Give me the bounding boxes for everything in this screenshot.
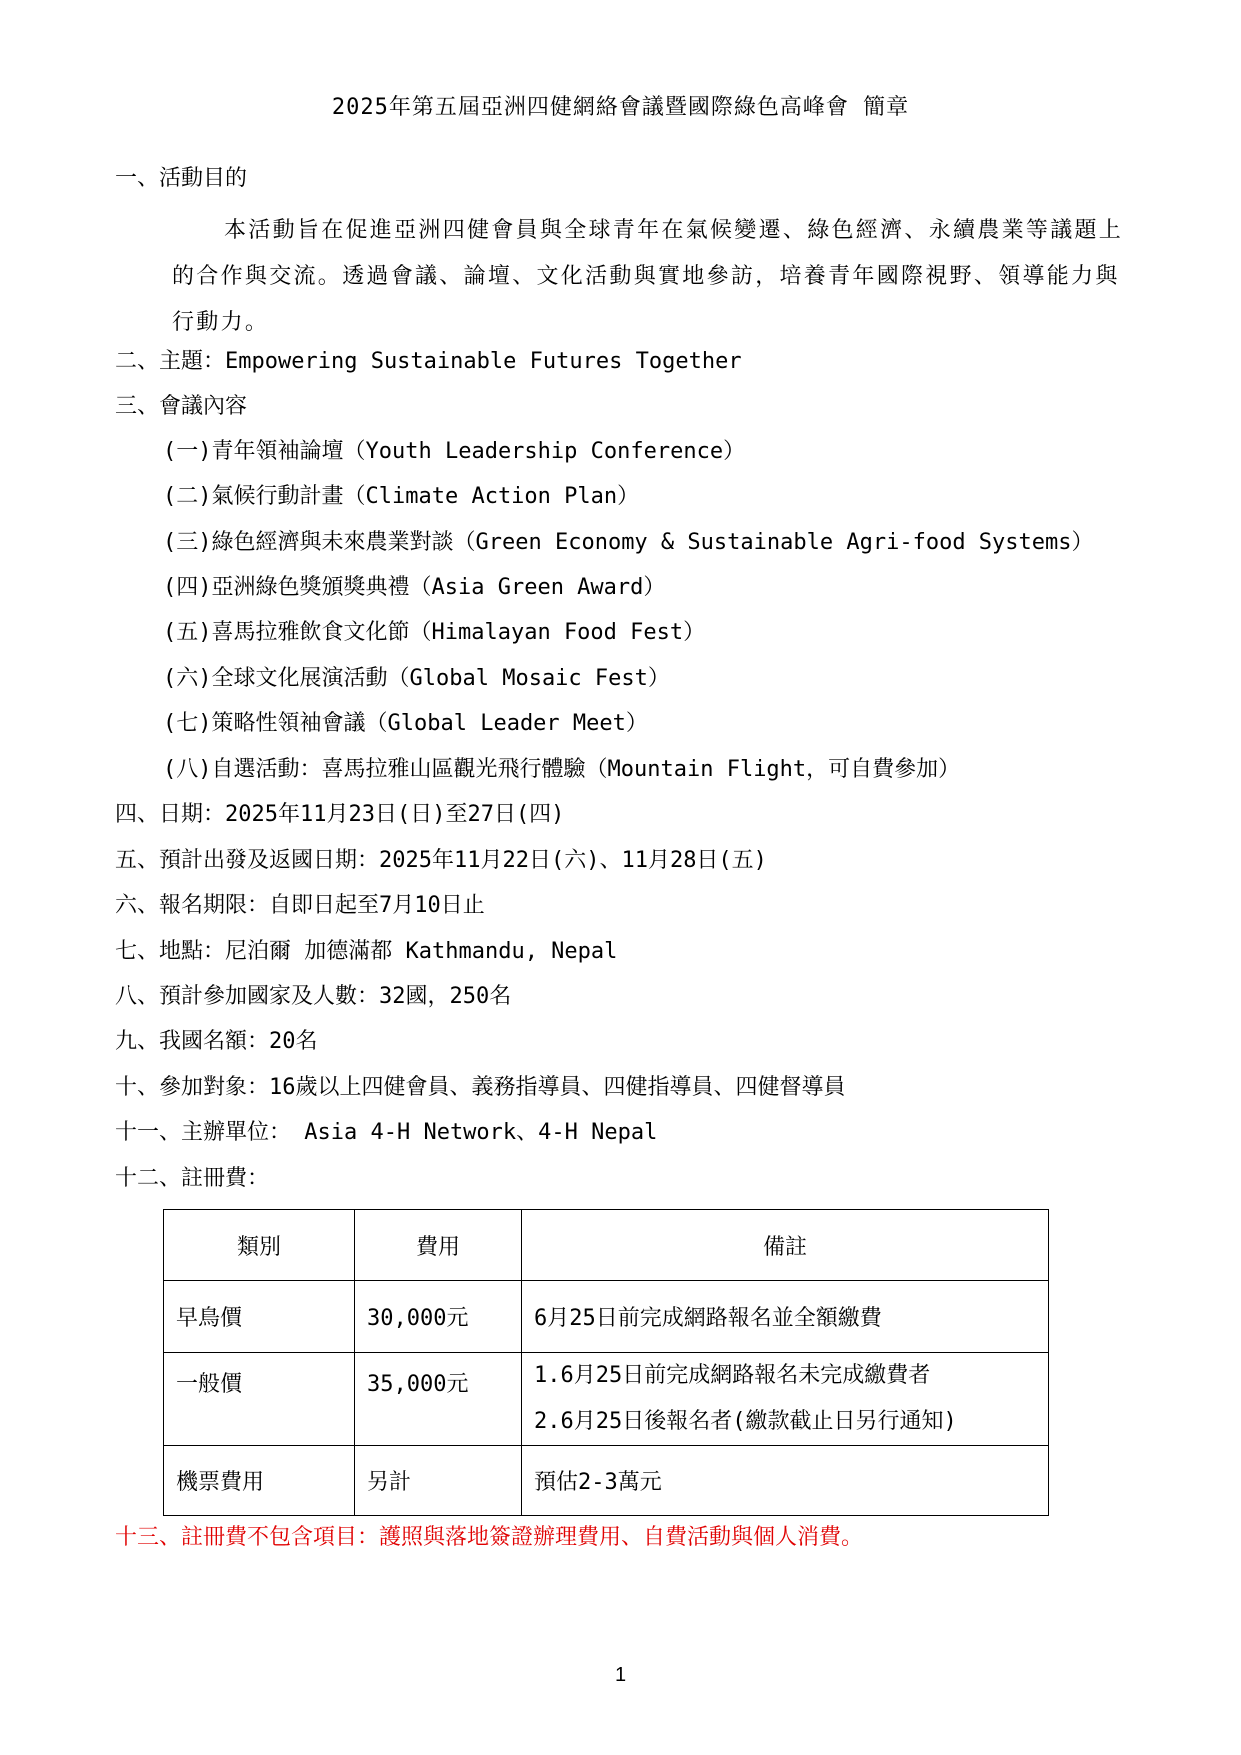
table-row: [164, 1281, 1049, 1353]
header-category: 類別: [164, 1210, 355, 1281]
section-8-participants: 八、預計參加國家及人數：32國，250名: [115, 984, 512, 1009]
fee-type: 機票費用: [164, 1446, 355, 1516]
fee-notes: 6月25日前完成網路報名並全額繳費: [522, 1281, 1049, 1353]
fee-note-line: 1.6月25日前完成網路報名未完成繳費者: [534, 1363, 931, 1388]
section-5-travel-dates: 五、預計出發及返國日期：2025年11月22日(六)、11月28日(五): [115, 848, 767, 873]
fee-notes: [522, 1353, 1049, 1446]
document-title: 2025年第五屆亞洲四健網絡會議暨國際綠色高峰會 簡章: [331, 95, 910, 120]
agenda-item: (二)氣候行動計畫（Climate Action Plan）: [163, 484, 640, 509]
table-header-row: [164, 1210, 1049, 1281]
section-11-organizers: 十一、主辦單位： Asia 4-H Network、4-H Nepal: [115, 1120, 658, 1145]
fee-type: 早鳥價: [164, 1281, 355, 1353]
section-10-eligibility: 十、參加對象：16歲以上四健會員、義務指導員、四健指導員、四健督導員: [115, 1075, 846, 1100]
section-1-heading: 一、活動目的: [115, 166, 248, 191]
agenda-item: (四)亞洲綠色獎頒獎典禮（Asia Green Award）: [163, 575, 666, 600]
fee-notes: 預估2-3萬元: [522, 1446, 1049, 1516]
agenda-item: (七)策略性領袖會議（Global Leader Meet）: [163, 711, 648, 736]
fee-amount: 35,000元: [355, 1353, 522, 1446]
section-3-heading: 三、會議內容: [115, 394, 248, 419]
section-1-body: 本活動旨在促進亞洲四健會員與全球青年在氣候變遷、綠色經濟、永續農業等議題上的合作與交流。透過會議、論壇、文化活動與實地參訪，培養青年國際視野、領導能力與行動力。: [172, 218, 1124, 335]
agenda-item: (八)自選活動：喜馬拉雅山區觀光飛行體驗（Mountain Flight，可自費參加）: [163, 757, 961, 782]
section-6-deadline: 六、報名期限：自即日起至7月10日止: [115, 893, 485, 918]
registration-fee-table: [163, 1209, 1049, 1516]
section-2-theme: 二、主題：Empowering Sustainable Futures Together: [115, 349, 742, 374]
agenda-item: (三)綠色經濟與未來農業對談（Green Economy & Sustainable Agri-food Systems）: [163, 530, 1094, 555]
fee-type: 一般價: [164, 1353, 355, 1446]
agenda-item: (六)全球文化展演活動（Global Mosaic Fest）: [163, 666, 670, 691]
header-notes: 備註: [522, 1210, 1049, 1281]
table-row: [164, 1353, 1049, 1446]
section-4-dates: 四、日期：2025年11月23日(日)至27日(四): [115, 802, 565, 827]
agenda-item: (一)青年領袖論壇（Youth Leadership Conference）: [163, 439, 746, 464]
section-7-location: 七、地點：尼泊爾 加德滿都 Kathmandu, Nepal: [115, 939, 618, 964]
section-9-quota: 九、我國名額：20名: [115, 1029, 318, 1054]
fee-note-line: 2.6月25日後報名者(繳款截止日另行通知): [534, 1409, 957, 1434]
section-13-exclusions: 十三、註冊費不包含項目：護照與落地簽證辦理費用、自費活動與個人消費。: [115, 1525, 864, 1550]
fee-amount: 另計: [355, 1446, 522, 1516]
table-row: [164, 1446, 1049, 1516]
agenda-item: (五)喜馬拉雅飲食文化節（Himalayan Food Fest）: [163, 620, 706, 645]
section-12-heading: 十二、註冊費：: [115, 1166, 270, 1191]
fee-amount: 30,000元: [355, 1281, 522, 1353]
header-fee: 費用: [355, 1210, 522, 1281]
page-number: 1: [614, 1664, 627, 1686]
